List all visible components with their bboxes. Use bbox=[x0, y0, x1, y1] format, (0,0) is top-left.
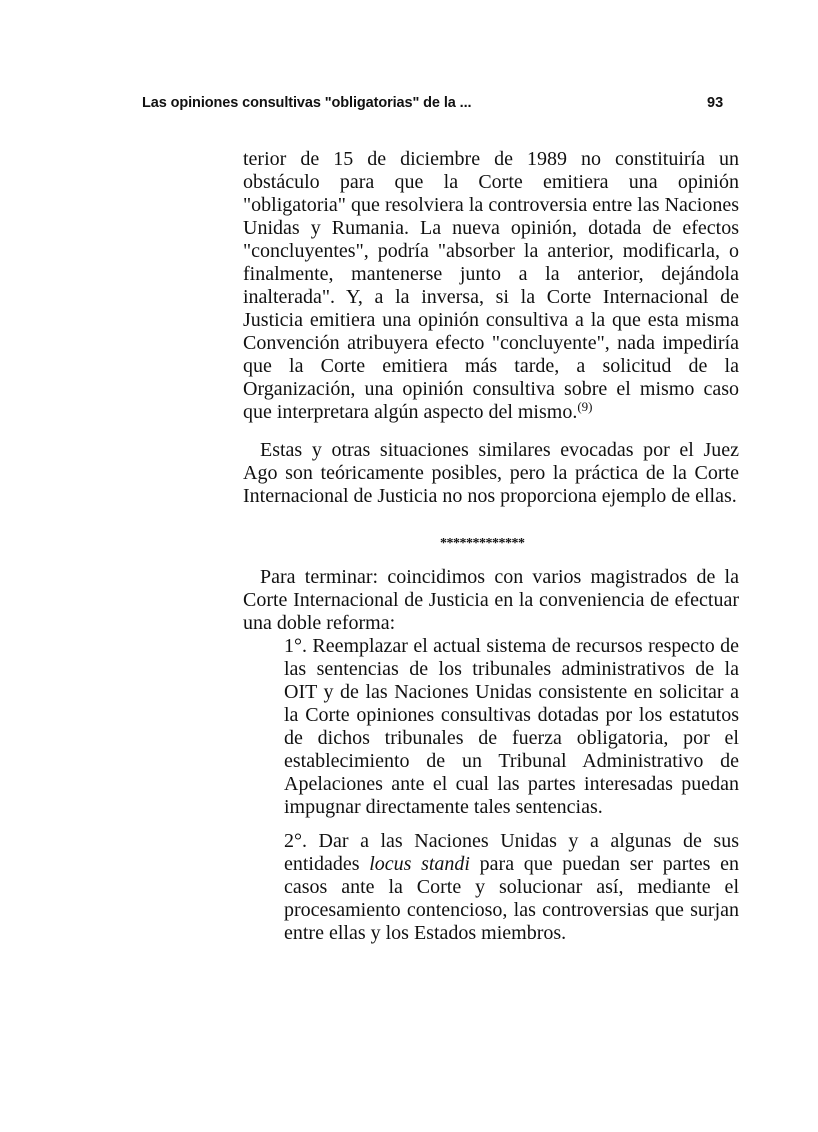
page-number: 93 bbox=[707, 95, 724, 111]
list-item-1: 1°. Reemplazar el actual sistema de recursos respecto de las sentencias de los tribunales administrativos de la OIT y de las Naciones Unidas consistente en solicitar a la Corte opiniones consultivas dotadas por los estatutos de dichos tribunales de fuerza obligatoria, por el establecimiento de un Tribunal Administrativo de Apelaciones ante el cual las partes interesadas puedan impugnar directamente tales sentencias. bbox=[284, 635, 739, 818]
running-title: Las opiniones consultivas "obligatorias" de la ... bbox=[142, 95, 472, 111]
list-item-2-text-start: 2°. Dar a las Naciones Unidas y a algunas de sus entidades bbox=[284, 830, 739, 875]
section-separator: ************* bbox=[440, 536, 525, 551]
paragraph-1 bbox=[243, 148, 739, 424]
paragraph-3: Para terminar: coincidimos con varios magistrados de la Corte Internacional de Justicia en la conveniencia de efectuar una doble reforma: bbox=[243, 566, 739, 634]
list-item-2 bbox=[284, 830, 739, 945]
paragraph-1-text: terior de 15 de diciembre de 1989 no constituiría un obstáculo para que la Corte emitiera una opinión "obligatoria" que resolviera la controversia entre las Naciones Unidas y Rumania. La nueva opinión, dotada de efectos "concluyentes", podría "absorber la anterior, modificarla, o finalmente, mantenerse junto a la anterior, dejándola inalterada". Y, a la inversa, si la Corte Internacional de Justicia emitiera una opinión consultiva a la que esta misma Convención atribuyera efecto "concluyente", nada impediría que la Corte emitiera más tarde, a solicitud de la Organización, una opinión consultiva sobre el mismo caso que interpretara algún aspecto del mismo. bbox=[243, 148, 739, 423]
list-item-2-italic-term: locus standi bbox=[369, 853, 470, 875]
list-item-2-text-end: para que puedan ser partes en casos ante la Corte y solucionar así, mediante el procesamiento contencioso, las controversias que surjan entre ellas y los Estados miembros. bbox=[284, 853, 739, 944]
paragraph-2: Estas y otras situaciones similares evocadas por el Juez Ago son teóricamente posibles, pero la práctica de la Corte Internacional de Justicia no nos proporciona ejemplo de ellas. bbox=[243, 439, 739, 507]
footnote-reference: (9) bbox=[577, 399, 593, 414]
